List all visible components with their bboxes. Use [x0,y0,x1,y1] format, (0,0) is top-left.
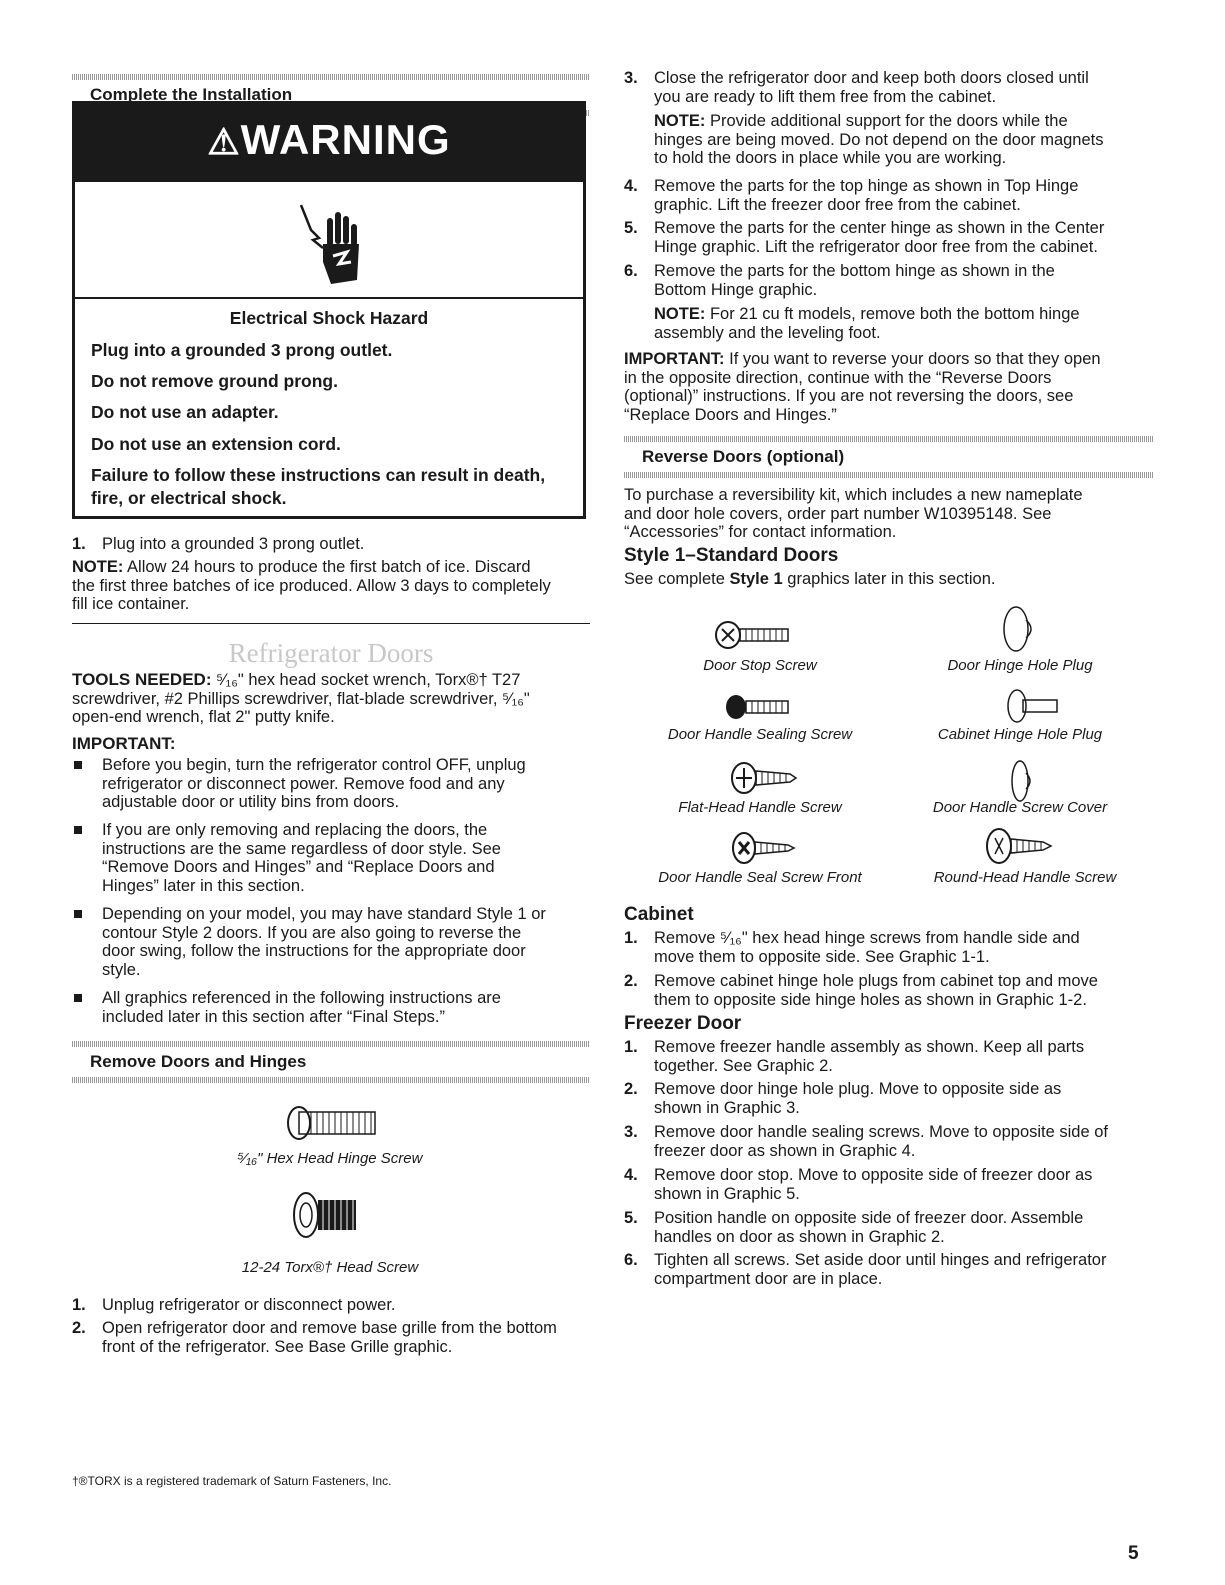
step-text: freezer door as shown in Graphic 4. [654,1141,916,1160]
step-text: Bottom Hinge graphic. [654,280,818,299]
heading-text: Remove Doors and Hinges [90,1052,307,1071]
step-text: Remove the parts for the top hinge as shown in Top Hinge [654,177,1079,195]
note-text: the first three batches of ice produced. Allow 3 days to completely [72,576,551,595]
bullet-icon [74,761,82,769]
bullet-icon [74,994,82,1002]
step-text: move them to opposite side. See Graphic 1-1. [654,947,990,966]
bullet-line: If you are only removing and replacing the doors, the [102,821,488,839]
note-text: Provide additional support for the doors while the [709,112,1068,130]
install-note [72,558,590,614]
bullet-line: refrigerator or disconnect power. Remove food and any [102,774,505,793]
step-text: Remove door handle sealing screws. Move to opposite side of [654,1123,1108,1141]
part-caption: Door Hinge Hole Plug [947,657,1093,674]
step-text: Close the refrigerator door and keep both doors closed until [654,69,1089,87]
step-text: Tighten all screws. Set aside door until hinges and refrigerator [654,1251,1107,1269]
step-text: Remove ⁵⁄₁₆" hex head hinge screws from handle side and [654,929,1080,947]
step-text: shown in Graphic 5. [654,1184,800,1203]
important-reverse [624,350,1154,424]
step-text: graphic. Lift the freezer door free from the cabinet. [654,195,1021,214]
step-text: together. See Graphic 2. [654,1056,833,1075]
section-heading-reverse-doors [624,436,1154,478]
part-caption: Door Handle Seal Screw Front [658,869,862,886]
part-caption: Door Handle Screw Cover [932,799,1108,816]
warning-line: Failure to follow these instructions can result in death, [91,465,546,485]
cabinet-hinge-hole-plug-icon [1005,686,1065,726]
reverse-text: “Accessories” for contact information. [624,523,897,541]
step-text: front of the refrigerator. See Base Grille graphic. [102,1337,453,1356]
note-label: NOTE: [654,305,706,323]
heading-text: Reverse Doors (optional) [642,447,845,466]
note-text: Allow 24 hours to produce the first batch of ice. Discard [127,558,531,576]
step-text: you are ready to lift them free from the cabinet. [654,87,997,106]
warning-divider [75,297,583,299]
tools-text: screwdriver, #2 Phillips screwdriver, flat-blade screwdriver, ⁵⁄₁₆" [72,689,530,708]
tools-text: ⁵⁄₁₆" hex head socket wrench, Torx®† T27 [216,671,521,689]
style-1-text: See complete Style 1 graphics later in this section. [624,570,996,588]
important-text: (optional)” instructions. If you are not reversing the doors, see [624,387,1074,405]
note-label: NOTE: [72,558,124,576]
tools-needed [72,671,590,727]
section-divider [72,623,590,624]
note-text: assembly and the leveling foot. [654,323,881,342]
note-text: For 21 cu ft models, remove both the bottom hinge [709,305,1080,323]
door-handle-screw-cover-icon [1008,758,1038,804]
bullet-line: “Remove Doors and Hinges” and “Replace Doors and [102,858,495,876]
warning-line: fire, or electrical shock. [91,488,287,508]
note-text: to hold the doors in place while you are working. [654,149,1007,167]
important-text: in the opposite direction, continue with the “Reverse Doors [624,368,1052,387]
important-label: IMPORTANT: [624,350,725,368]
round-head-handle-screw-icon [985,826,1055,866]
step-text: Hinge graphic. Lift the refrigerator door free from the cabinet. [654,237,1098,256]
bullet-line: Hinges” later in this section. [102,876,305,895]
bullet-line: door swing, follow the instructions for the appropriate door [102,942,526,960]
step-text: Open refrigerator door and remove base grille from the bottom [102,1319,557,1337]
warning-title: ⚠WARNING [207,116,451,163]
bullet-line: All graphics referenced in the following instructions are [102,989,501,1007]
reverse-text: and door hole covers, order part number W10395148. See [624,504,1052,523]
step-text: them to opposite side hinge holes as shown in Graphic 1-2. [654,990,1087,1009]
tools-label: TOOLS NEEDED: [72,670,212,689]
step-text: Remove freezer handle assembly as shown. Keep all parts [654,1038,1085,1056]
warning-line: Do not remove ground prong. [91,371,338,391]
step-text: handles on door as shown in Graphic 2. [654,1227,945,1246]
flat-head-handle-screw-icon [730,760,800,796]
tools-text: open-end wrench, flat 2" putty knife. [72,708,335,726]
step-text: Unplug refrigerator or disconnect power. [102,1296,396,1314]
door-stop-screw-icon [714,620,794,650]
cabinet-heading: Cabinet [624,904,694,925]
step-text: Plug into a grounded 3 prong outlet. [102,535,365,553]
warning-box [72,101,586,519]
part-caption: 12-24 Torx®† Head Screw [241,1259,419,1276]
note-text: fill ice container. [72,595,190,613]
step-text: Remove door stop. Move to opposite side of freezer door as [654,1166,1093,1184]
warning-line: Do not use an extension cord. [91,434,341,454]
step-text: Position handle on opposite side of freezer door. Assemble [654,1209,1084,1227]
part-caption: Round-Head Handle Screw [933,869,1117,886]
part-caption: Cabinet Hinge Hole Plug [937,726,1103,743]
note-text: hinges are being moved. Do not depend on the door magnets [654,130,1104,149]
part-caption: ⁵⁄₁₆" Hex Head Hinge Screw [237,1150,423,1167]
warning-line: Plug into a grounded 3 prong outlet. [91,340,393,360]
bullet-line: Before you begin, turn the refrigerator control OFF, unplug [102,756,526,774]
bullet-line: Depending on your model, you may have standard Style 1 or [102,905,546,923]
reverse-text: To purchase a reversibility kit, which includes a new nameplate [624,486,1083,504]
hex-head-hinge-screw-icon [285,1103,385,1143]
step-text: Remove cabinet hinge hole plugs from cabinet top and move [654,972,1098,990]
hazard-title: Electrical Shock Hazard [229,308,429,328]
door-hinge-hole-plug-icon [1000,604,1040,654]
bullet-icon [74,826,82,834]
step-text: Remove the parts for the bottom hinge as shown in the [654,262,1055,280]
important-text: If you want to reverse your doors so that they open [729,350,1101,368]
note-label: NOTE: [654,112,706,130]
step-text: shown in Graphic 3. [654,1098,800,1117]
bullet-line: included later in this section after “Final Steps.” [102,1007,445,1026]
reverse-intro [624,486,1154,542]
note-step-6 [654,305,1154,342]
door-handle-seal-screw-front-icon [730,830,800,866]
warning-line: Do not use an adapter. [91,402,279,422]
step-text: Remove door hinge hole plug. Move to opposite side as [654,1080,1062,1098]
part-caption: Door Stop Screw [703,657,817,674]
footnote: †®TORX is a registered trademark of Saturn Fasteners, Inc. [72,1474,392,1488]
part-caption: Flat-Head Handle Screw [678,799,842,816]
part-caption: Door Handle Sealing Screw [667,726,853,743]
bullet-icon [74,910,82,918]
freezer-door-heading: Freezer Door [624,1013,742,1034]
bullet-line: contour Style 2 doors. If you are also going to reverse the [102,923,522,942]
step-text: Remove the parts for the center hinge as shown in the Center [654,219,1105,237]
note-step-3 [654,112,1154,168]
section-heading-remove-doors [72,1041,590,1083]
important-text: “Replace Doors and Hinges.” [624,405,837,424]
bullet-line: adjustable door or utility bins from doors. [102,793,400,811]
step-text: compartment door are in place. [654,1269,883,1288]
bullet-line: style. [102,960,141,979]
electrical-shock-hand-icon [293,200,373,290]
warning-bar [75,104,583,182]
refrigerator-doors-title: Refrigerator Doors [228,638,434,668]
bullet-list [74,756,590,1026]
torx-head-screw-icon [292,1190,362,1240]
page-number: 5 [1128,1543,1139,1564]
door-handle-sealing-screw-icon [724,692,794,722]
style-1-heading: Style 1–Standard Doors [624,545,839,566]
heading-text: Complete the Installation [90,85,293,104]
warning-triangle-icon: ⚠ [207,121,241,162]
bullet-line: instructions are the same regardless of door style. See [102,839,501,858]
important-label: IMPORTANT: [72,734,176,753]
